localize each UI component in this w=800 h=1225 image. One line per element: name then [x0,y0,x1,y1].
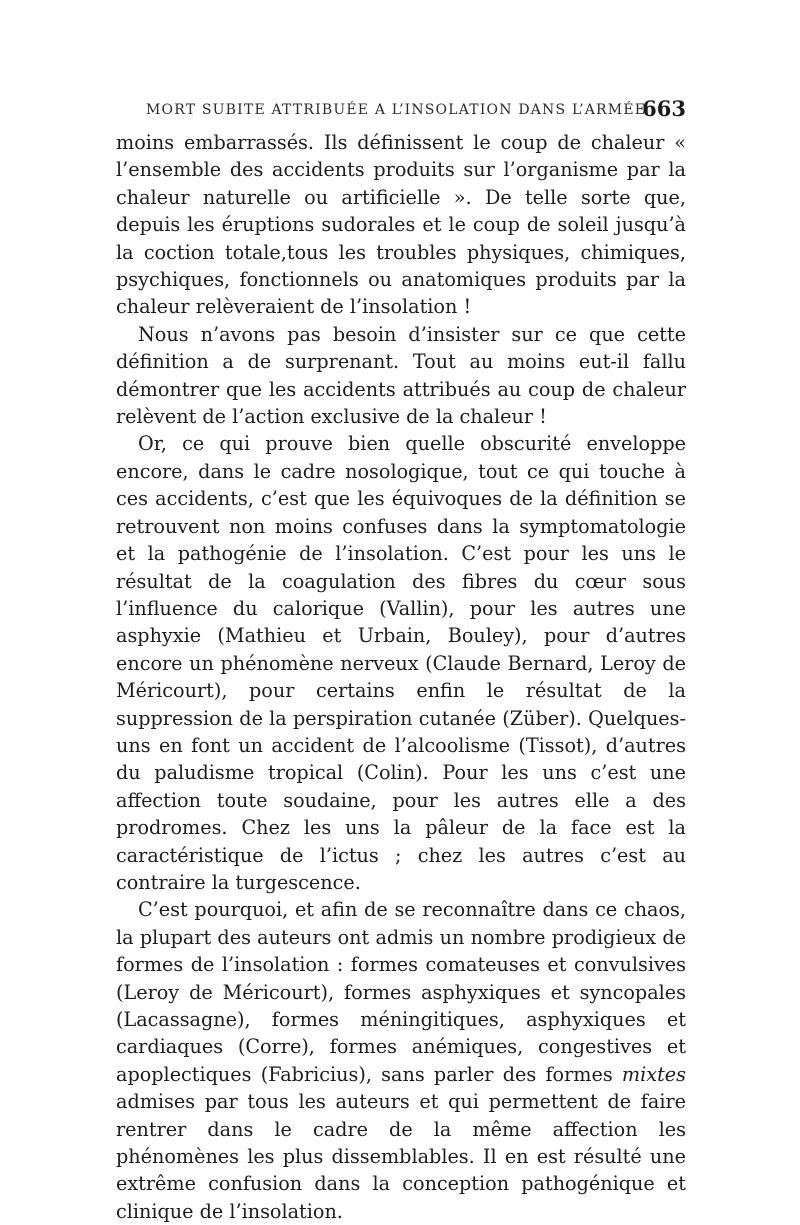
paragraph-3: Or, ce qui prouve bien quelle obscurité enveloppe encore, dans le cadre nosologique, tout ce qui touche à ces accidents, c’est que les équivoques de la définition se retrouvent non moins confuses dans la symptomatologie et la pathogénie de l’insolation. C’est pour les uns le résultat de la coagulation des fibres du cœur sous l’influence du calorique (Vallin), pour les autres une asphyxie (Mathieu et Urbain, Bouley), pour d’autres encore un phénomène nerveux (Claude Bernard, Leroy de Méricourt), pour certains enfin le résultat de la suppression de la perspiration cutanée (Züber). Quelques-uns en font un accident de l’alcoolisme (Tissot), d’autres du paludisme tropical (Colin). Pour les uns c’est une affection toute soudaine, pour les autres elle a des prodromes. Chez les uns la pâleur de la face est la caractéristique de l’ictus ; chez les autres c’est au contraire la turgescence. [116,432,686,894]
paragraph-4-end: admises par tous les auteurs et qui permettent de faire rentrer dans le cadre de la même affection les phénomènes les plus dissemblables. Il en est résulté une extrême confusion dans la conception pathogénique et clinique de l’insolation. [116,1090,686,1223]
page-number: 663 [642,96,686,121]
paragraph-1: moins embarrassés. Ils définissent le coup de chaleur « l’ensemble des accidents produits sur l’organisme par la chaleur naturelle ou artificielle ». De telle sorte que, depuis les éruptions sudorales et le coup de soleil jusqu’à la coction totale,tous les troubles physiques, chimiques, psychiques, fonctionnels ou anatomiques produits par la chaleur relèveraient de l’insolation ! [116,131,686,319]
paragraph-4-start: C’est pourquoi, et afin de se reconnaître dans ce chaos, la plupart des auteurs ont admis un nombre prodigieux de formes de l’insolation : formes comateuses et convulsives (Leroy de Méricourt), formes asphyxiques et syncopales (Lacassagne), formes méningitiques, asphyxiques et cardiaques (Corre), formes anémiques, congestives et apoplectiques (Fabricius), sans parler des formes [116,898,686,1086]
paragraph-4 [116,896,686,1225]
body-text [116,129,686,1225]
italic-term: mixtes [621,1062,686,1086]
paragraph-2: Nous n’avons pas besoin d’insister sur ce que cette définition a de surprenant. Tout au moins eut-il fallu démontrer que les accidents attribués au coup de chaleur relèvent de l’action exclusive de la chaleur ! [116,322,686,429]
running-title: MORT SUBITE ATTRIBUÉE A L’INSOLATION DANS L’ARMÉE [146,102,647,118]
running-header [116,96,686,126]
